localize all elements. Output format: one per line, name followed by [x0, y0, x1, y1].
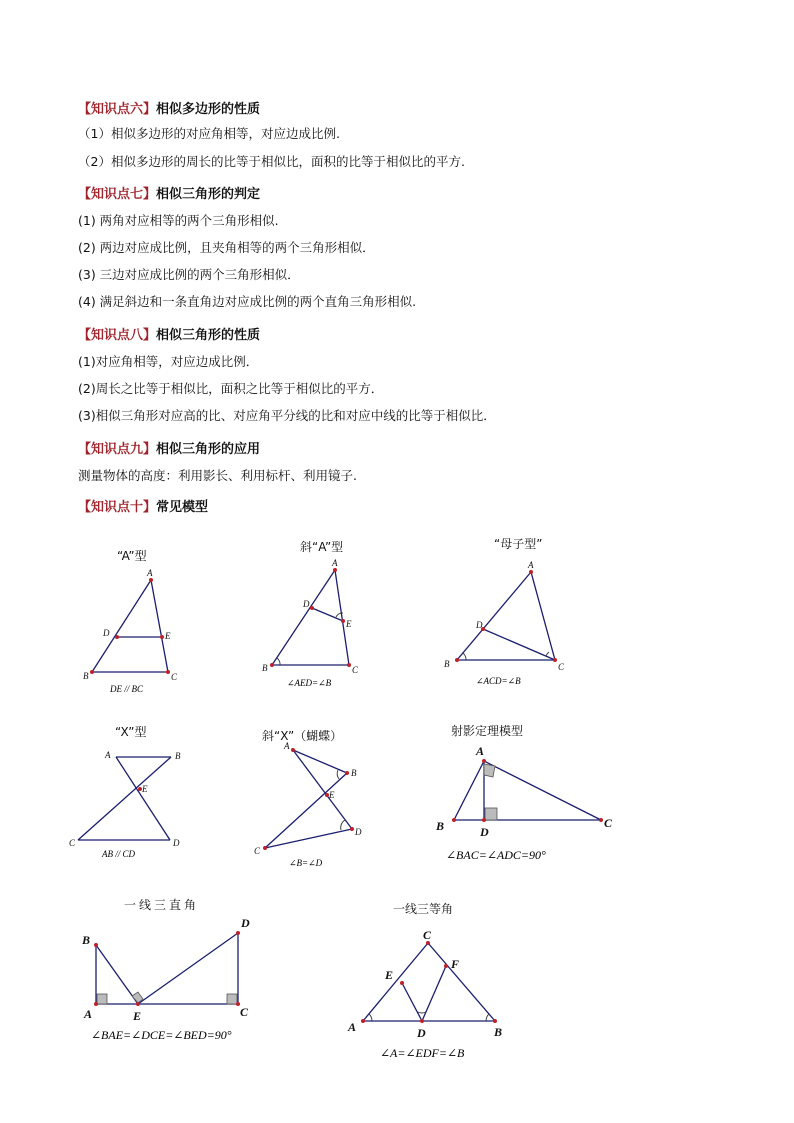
label-c: C — [352, 665, 359, 675]
label-b: B — [82, 933, 91, 947]
label-d: D — [303, 599, 310, 609]
label-e: E — [385, 968, 394, 982]
section-8-item-3: (3)相似三角形对应高的比、对应角平分线的比和对应中线的比等于相似比． — [78, 408, 496, 423]
label-c: C — [254, 846, 261, 856]
caption-projection: 射影定理模型 — [451, 724, 524, 738]
section-8-item-2: (2)周长之比等于相似比，面积之比等于相似比的平方． — [78, 381, 384, 396]
label-b: B — [262, 663, 268, 673]
label-d: D — [476, 620, 483, 630]
label-b: B — [436, 819, 445, 833]
figure-oblique-x — [254, 741, 362, 868]
caption-three-equal: 一线三等角 — [393, 902, 454, 916]
label-d: D — [173, 838, 180, 848]
figure-oblique-a — [262, 558, 359, 688]
section-7-item-1: (1) 两角对应相等的两个三角形相似. — [78, 213, 279, 228]
section-7-item-2: (2) 两边对应成比例，且夹角相等的两个三角形相似． — [78, 240, 375, 255]
label-d: D — [355, 827, 362, 837]
figure-three-right — [81, 916, 250, 1042]
label-c: C — [69, 838, 76, 848]
section-title-10: 【知识点十】常见模型 — [78, 500, 209, 515]
label-b: B — [444, 659, 450, 669]
label-c: C — [171, 672, 178, 682]
label-b: B — [494, 1025, 503, 1039]
condition-three-right: ∠BAE=∠DCE=∠BED=90° — [91, 1028, 232, 1042]
label-e: E — [329, 790, 335, 800]
condition-a-type: DE // BC — [110, 684, 143, 694]
section-title-6: 【知识点六】相似多边形的性质 — [78, 102, 261, 117]
caption-three-right: 一线三直角 — [124, 898, 200, 912]
label-d: D — [417, 1026, 426, 1040]
label-b: B — [83, 671, 89, 681]
label-b: B — [351, 768, 357, 778]
label-e: E — [346, 619, 352, 629]
condition-mother-son: ∠ACD=∠B — [476, 676, 521, 686]
figure-x-type — [69, 750, 181, 859]
section-title-9: 【知识点九】相似三角形的应用 — [78, 442, 261, 457]
condition-oblique-x: ∠B=∠D — [289, 858, 323, 868]
caption-x-type: “X”型 — [115, 725, 147, 739]
label-d: D — [480, 825, 489, 839]
label-d: D — [103, 628, 110, 638]
caption-mother-son: “母子型” — [494, 537, 543, 551]
label-b: B — [175, 751, 181, 761]
label-c: C — [240, 1005, 249, 1019]
label-c: C — [604, 816, 613, 830]
label-f: F — [451, 957, 460, 971]
caption-a-type: “A”型 — [117, 549, 147, 563]
section-7-item-4: (4) 满足斜边和一条直角边对应成比例的两个直角三角形相似. — [78, 294, 417, 309]
section-title-7: 【知识点七】相似三角形的判定 — [78, 187, 261, 202]
label-e: E — [133, 1009, 142, 1023]
caption-oblique-a: 斜“A”型 — [300, 540, 344, 554]
label-e: E — [142, 784, 148, 794]
figure-three-equal — [347, 928, 502, 1060]
section-6-item-1: （1）相似多边形的对应角相等，对应边成比例. — [78, 126, 340, 141]
label-a: A — [332, 558, 338, 568]
label-a: A — [147, 568, 153, 578]
section-6-item-2: （2）相似多边形的周长的比等于相似比，面积的比等于相似比的平方. — [78, 154, 465, 169]
label-a: A — [528, 560, 534, 570]
condition-oblique-a: ∠AED=∠B — [287, 678, 332, 688]
label-c: C — [423, 928, 432, 942]
label-a: A — [284, 741, 290, 751]
label-a: A — [105, 750, 111, 760]
condition-three-equal: ∠A=∠EDF=∠B — [380, 1046, 465, 1060]
section-7-item-3: (3) 三边对应成比例的两个三角形相似． — [78, 267, 300, 282]
condition-x-type: AB // CD — [102, 849, 135, 859]
figure-a-type — [83, 568, 178, 694]
condition-projection: ∠BAC=∠ADC=90° — [446, 848, 546, 862]
label-a: A — [348, 1020, 357, 1034]
label-a: A — [84, 1007, 93, 1021]
section-9-item-1: 测量物体的高度：利用影长、利用标杆、利用镜子. — [78, 468, 357, 483]
label-a: A — [476, 744, 485, 758]
figure-projection — [435, 744, 613, 862]
figure-mother-son — [444, 560, 565, 686]
section-8-item-1: (1)对应角相等，对应边成比例． — [78, 354, 259, 369]
label-e: E — [165, 631, 171, 641]
label-d: D — [241, 916, 250, 930]
section-title-8: 【知识点八】相似三角形的性质 — [78, 328, 261, 343]
caption-oblique-x: 斜“X”（蝴蝶） — [262, 729, 343, 743]
label-c: C — [558, 662, 565, 672]
